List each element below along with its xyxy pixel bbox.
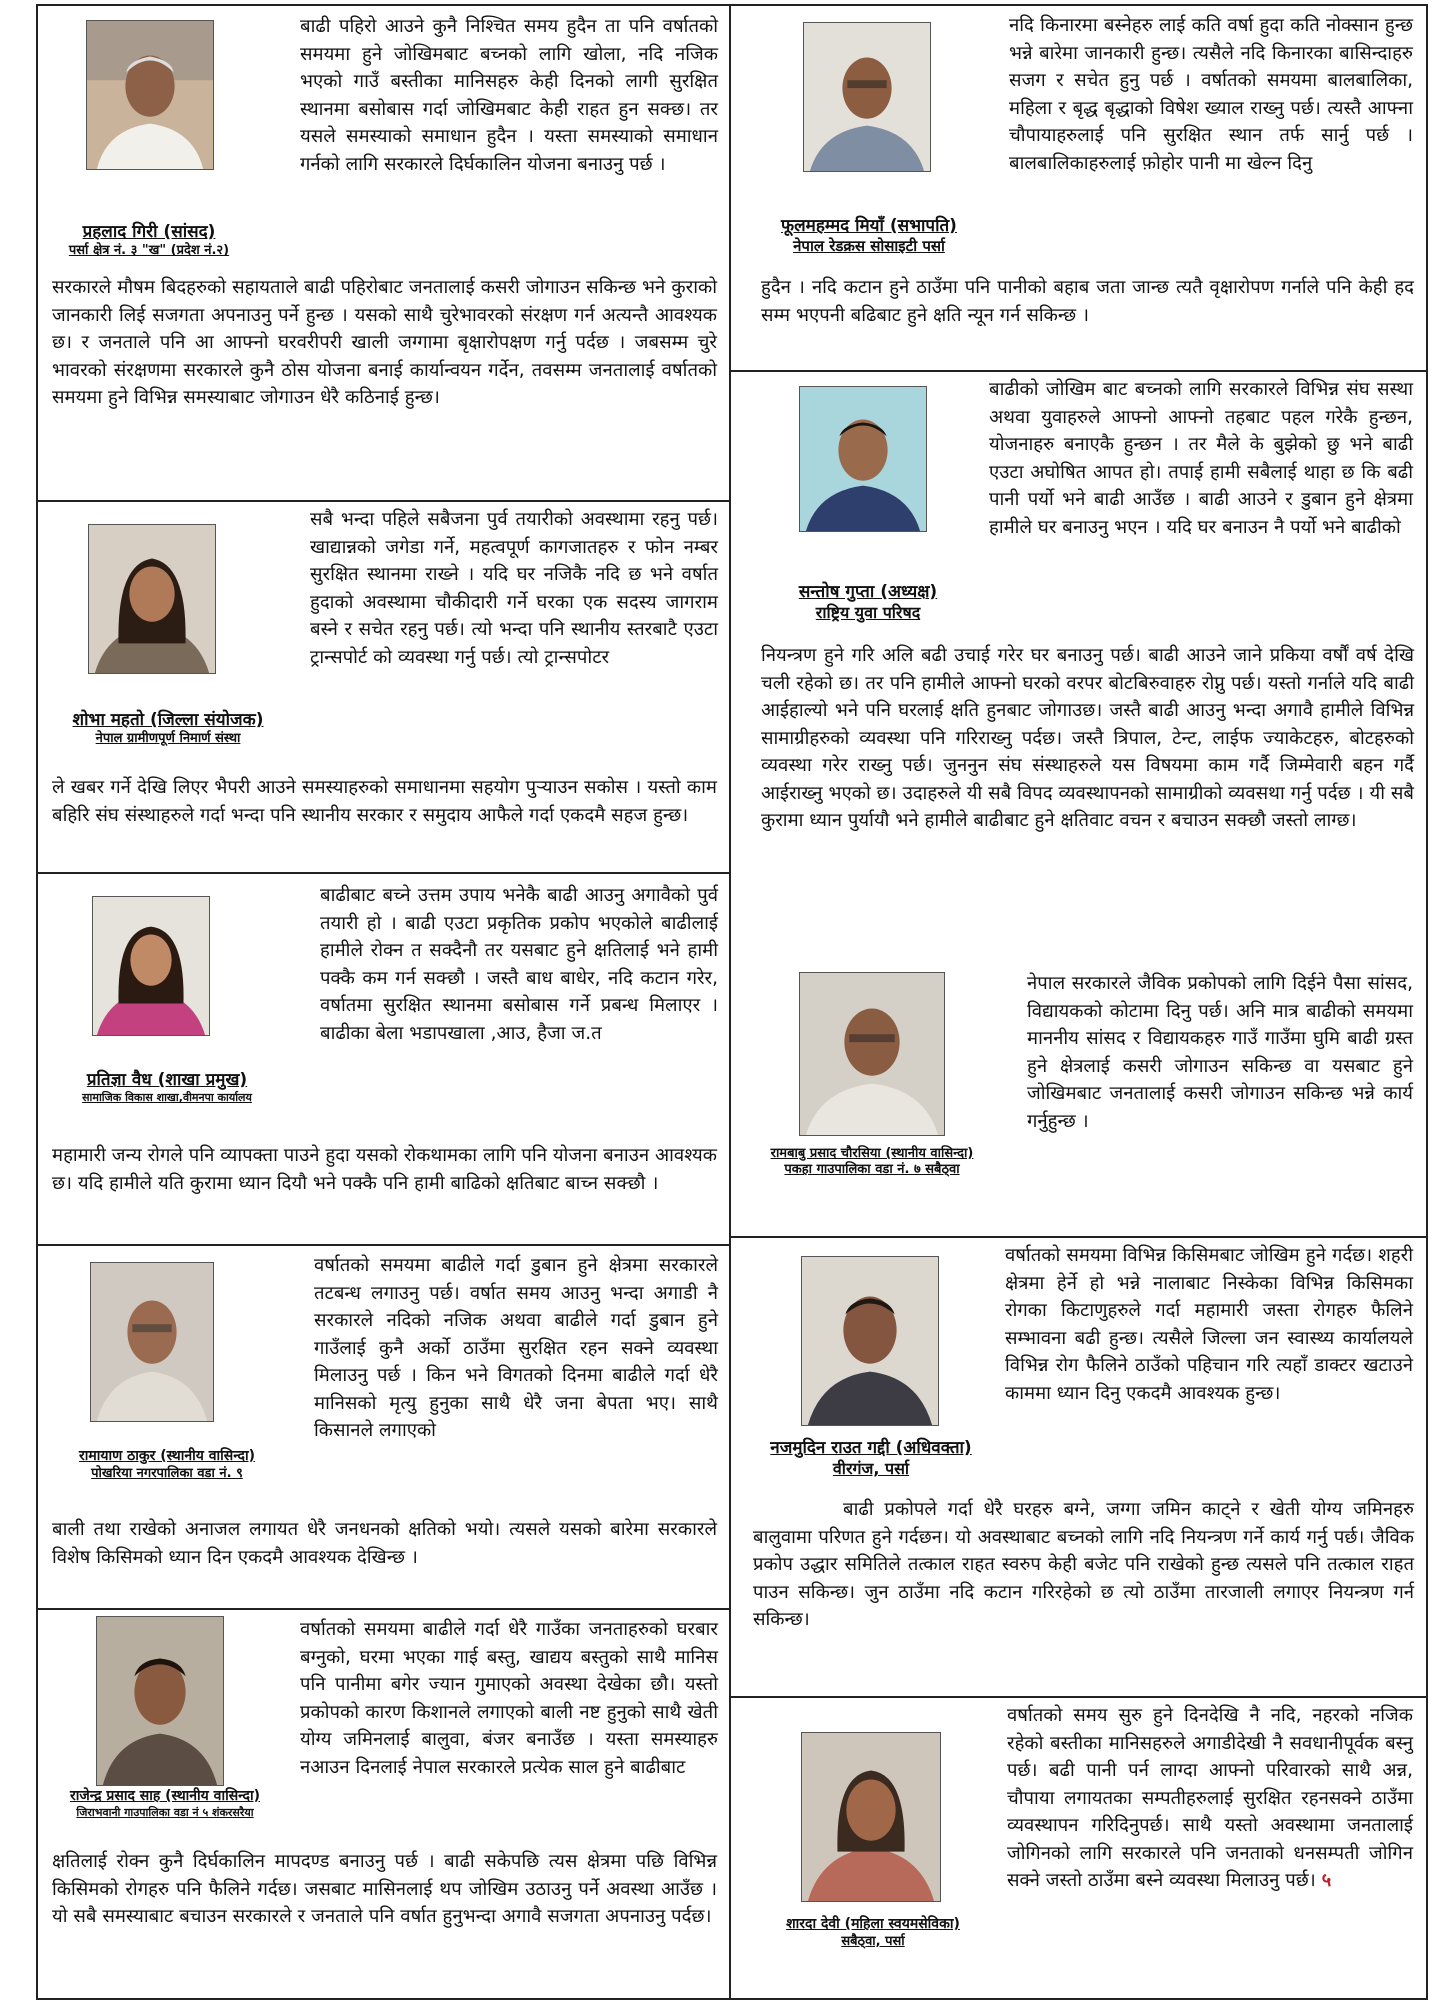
photo-sharada-devi: [801, 1732, 941, 1902]
person-name: सन्तोष गुप्ता (अध्यक्ष): [798, 582, 938, 602]
opinion-text-full: महामारी जन्य रोगले पनि व्यापक्ता पाउने हुदा यसको रोकथामका लागि पनि योजना बनाउन आवश्यक छ। यदि हामीले यति कुरामा ध्यान दियौ भने पक्कै पनि हामी बाढिको क्षतिबाट बाच्न सक्छौ ।: [52, 1145, 717, 1194]
caption-ramayan-thakur: [38, 1448, 296, 1482]
person-role: नेपाल रेडक्रस सोसाइटी पर्सा: [793, 237, 945, 256]
opinion-block-najamuddin-gaddi: [731, 1236, 1426, 1696]
opinion-text-full: हुदैन । नदि कटान हुने ठाउँमा पनि पानीको बहाब जता जान्छ त्यतै वृक्षारोपण गर्नाले पनि केही हद सम्म भएपनी बढिबाट हुने क्षति न्यून गर्न सकिन्छ ।: [761, 277, 1414, 326]
opinion-block-prahlad-giri: [38, 6, 729, 500]
person-name: नजमुदिन राउत गद्दी (अधिवक्ता): [770, 1438, 972, 1458]
opinion-block-sharada-devi: [731, 1696, 1426, 2000]
photo-phulmohammad-miya: [803, 22, 931, 172]
person-role: जिराभवानी गाउपालिका वडा नं ५ शंकरसरैया: [76, 1805, 254, 1819]
caption-santosh-gupta: [749, 582, 987, 623]
opinion-block-shobha-mahato: [38, 500, 729, 872]
news-page: [36, 4, 1428, 2000]
opinion-block-phulmohammad-miya: [731, 6, 1426, 370]
caption-sharada-devi: [741, 1916, 1005, 1950]
person-name: शारदा देवी (महिला स्वयमसेविका): [786, 1916, 960, 1932]
caption-prahlad-giri: [42, 222, 256, 260]
photo-pratigya-baidya: [92, 896, 210, 1036]
person-role: सामाजिक विकास शाखा,वीमनपा कार्यालय: [82, 1091, 252, 1105]
opinion-block-rajendra-prasad-sah: [38, 1608, 729, 2000]
caption-shobha-mahato: [38, 710, 298, 748]
person-name: राजेन्द्र प्रसाद साह (स्थानीय वासिन्दा): [70, 1788, 260, 1804]
opinion-text-side: बाढीको जोखिम बाट बच्नको लागि सरकारले विभिन्न संघ सस्था अथवा युवाहरुले आफ्नो आफ्नो तहबाट पहल गरेकै हुन्छन, योजनाहरु बनाएकै हुन्छन । तर मैले के बुझेको छु भने बाढी एउटा अघोषित आपत हो। तपाई हामी सबैलाई थाहा छ कि बढी पानी पर्यो भने बाढी आउँछ । बाढी आउने र डुबान हुने क्षेत्रमा हामीले घर बनाउनु भएन । यदि घर बनाउन नै पर्यो भने बाढीको: [989, 379, 1413, 538]
opinion-block-santosh-gupta: [731, 370, 1426, 968]
person-role: नेपाल ग्रामीणपूर्ण निमार्ण संस्था: [95, 731, 241, 747]
opinion-text-side: नदि किनारमा बस्नेहरु लाई कति वर्षा हुदा कति नोक्सान हुन्छ भन्ने बारेमा जानकारी हुन्छ। त्यसैले नदि किनारका बासिन्दाहरु सजग र सचेत हुनु पर्छ । वर्षातको समयमा बालबालिका, महिला र बृद्ध बृद्धाको विषेश ख्याल राख्नु पर्छ। त्यस्तै आफ्ना चौपायाहरुलाई पनि सुरक्षित स्थान तर्फ सार्नु पर्छ । बालबालिकाहरुलाई फ़ोहोर पानी मा खेल्न दिनु: [1009, 15, 1413, 174]
opinion-text-side: बाढीबाट बच्ने उत्तम उपाय भनेकै बाढी आउनु अगावैको पुर्व तयारी हो । बाढी एउटा प्रकृतिक प्रकोप भएकोले बाढीलाई हामीले रोक्न त सक्दैनौ तर यसबाट हुने क्षतिलाई भने हामी पक्कै कम गर्न सक्छौ । जस्तै बाध बाधेर, नदि कटान गरेर, वर्षातमा सुरक्षित स्थानमा बसोबास गर्ने प्रबन्ध मिलाएर । बाढीका बेला भडापखाला ,आउ, हैजा ज.त: [320, 885, 718, 1044]
opinion-text-side: बाढी पहिरो आउने कुनै निश्चित समय हुदैन ता पनि वर्षातको समयमा हुने जोखिमबाट बच्नको लागि खोला, नदि नजिक भएको गाउँ बस्तीका मानिसहरु केही दिनको लागी सुरक्षित स्थानमा बसोबास गर्दा जोखिमबाट केही राहत हुन सक्छ। तर यसले समस्याको समाधान हुदैन । यस्ता समस्याको समाधान गर्नको लागि सरकारले दिर्घकालिन योजना बनाउनु पर्छ ।: [300, 16, 718, 175]
opinion-text-side: [1007, 1702, 1413, 1895]
caption-phulmohammad-miya: [747, 216, 991, 256]
person-name: रामबाबु प्रसाद चौरसिया (स्थानीय वासिन्दा): [770, 1146, 974, 1161]
opinion-text-side: वर्षातको समयमा बाढीले गर्दा धेरै गाउँका जनताहरुको घरबार बग्नुको, घरमा भएका गाई बस्तु, खाद्यय बस्तुको साथै मानिस पनि पानीमा बगेर ज्यान गुमाएको अवस्था देखेका छौ। यस्तो प्रकोपको कारण किशानले लगाएको बाली नष्ट हुनुको साथै खेती योग्य जमिनलाई बालुवा, बंजर बनाउँछ । यस्ता समस्याहरु नआउन दिनलाई नेपाल सरकारले प्रत्येक साल हुने बाढीबाट: [300, 1619, 718, 1778]
opinion-text-full: ले खबर गर्ने देखि लिएर भैपरी आउने समस्याहरुको समाधानमा सहयोग पुऱ्याउन सकोस । यस्तो काम बहिरि संघ संस्थाहरुले गर्दा भन्दा पनि स्थानीय सरकार र समुदाय आफैले गर्दा एकदमै सहज हुन्छ।: [52, 777, 717, 826]
caption-pratigya-baidya: [38, 1070, 296, 1105]
person-role: सबैठ्वा, पर्सा: [841, 1933, 905, 1949]
person-name: प्रतिज्ञा वैध (शाखा प्रमुख): [86, 1070, 248, 1090]
opinion-text-full: सरकारले मौषम बिदहरुको सहायताले बाढी पहिरोबाट जनतालाई कसरी जोगाउन सकिन्छ भने कुराको जानकारी लिई सजगता अपनाउनु पर्ने हुन्छ । यसको साथै चुरेभावरको संरक्षण गर्न अत्यन्तै आवश्यक छ। र जनताले पनि आ आफ्नो घरवरीपरी खाली जग्गामा बृक्षारोपक्षण गर्नु पर्दछ । जबसम्म चुरे भावरको संरक्षणमा सरकारले कुनै ठोस योजना बनाई कार्यान्वयन गर्देन, तवसम्म जनतालाई वर्षातको समयमा हुने विभिन्न समस्याबाट जोगाउन धेरै कठिनाई हुन्छ।: [52, 277, 717, 408]
opinion-block-pratigya-baidya: [38, 872, 729, 1244]
photo-santosh-gupta: [799, 386, 927, 532]
caption-rajendra-prasad-sah: [38, 1788, 292, 1819]
caption-najamuddin-gaddi: [731, 1438, 1011, 1479]
photo-shobha-mahato: [88, 524, 216, 674]
person-role: पोखरिया नगरपालिका वडा नं. ९: [91, 1465, 243, 1481]
caption-rambabu-chaurasiya: [737, 1146, 1007, 1179]
person-name: फूलमहम्मद मियाँ (सभापति): [781, 216, 957, 236]
opinion-text-side: वर्षातको समयमा बाढीले गर्दा डुबान हुने क्षेत्रमा सरकारले तटबन्ध लगाउनु पर्छ। वर्षात समय आउनु भन्दा अगाडी नै सरकारले नदिको नजिक अथवा बाढीले गर्दा डुबान हुने गाउँलाई कुनै अर्को ठाउँमा सुरक्षित रहन सक्ने व्यवस्था मिलाउनु पर्छ । किन भने विगतको दिनमा बाढीले गर्दा धेरै मानिसको मृत्यु हुनुका साथै धेरै जना बेपता भए। साथै किसानले लगाएको: [314, 1255, 718, 1441]
page-number: ५: [1321, 1870, 1332, 1891]
opinion-block-rambabu-chaurasiya: [731, 968, 1426, 1236]
opinion-text-full: नियन्त्रण हुने गरि अलि बढी उचाई गरेर घर बनाउनु पर्छ। बाढी आउने जाने प्रकिया वर्षौं वर्ष देखि चली रहेको छ। तर पनि हामीले आफ्नो घरको वरपर बोटबिरुवाहरु रोप्नु पर्छ। यस्तो गर्नाले यदि बाढी आईहाल्यो भने पनि घरलाई क्षति हुनबाट जोगाउछ। जस्तै बाढी आउनु भन्दा अगावै हामीले विभिन्न सामाग्रीहरुको व्यवस्था पनि गरिराख्नु पर्दछ। जस्तै त्रिपाल, टेन्ट, लाईफ ज्याकेटहरु, बोटहरुको व्यवस्था गरेर राख्नु पर्छ। जुननुन संघ संस्थाहरुले यस विषयमा काम गर्दै जिम्मेवारी बहन गर्दै आईराख्नु भएको छ। उदाहरुले यी सबै विपद व्यवस्थापनको सामाग्रीको व्यवसथा गर्नु पर्दछ । यी सबै कुरामा ध्यान पुर्यायौ भने हामीले बाढीबाट हुने क्षतिवाट वचन र बचाउन सक्छौ जस्तो लाग्छ।: [761, 645, 1414, 831]
person-role: राष्ट्रिय युवा परिषद: [815, 603, 921, 623]
photo-rambabu-chaurasiya: [799, 972, 945, 1136]
person-name: शोभा महतो (जिल्ला संयोजक): [72, 710, 264, 730]
photo-ramayan-thakur: [90, 1262, 214, 1422]
opinion-text-side: सबै भन्दा पहिले सबैजना पुर्व तयारीको अवस्थामा रहनु पर्छ। खाद्यान्नको जगेडा गर्ने, महत्वपूर्ण कागजातहरु र फोन नम्बर सुरक्षित स्थानमा राख्ने । यदि घर नजिकै नदि छ भने वर्षात हुदाको अवस्थामा चौकीदारी गर्ने घरका एक सदस्य जागराम बस्ने र सचेत रहनु पर्छ। त्यो भन्दा पनि स्थानीय स्तरबाटै एउटा ट्रान्सपोर्ट को व्यवस्था गर्नु पर्छ। त्यो ट्रान्सपोटर: [310, 509, 718, 668]
person-role: पर्सा क्षेत्र नं. ३ "ख" (प्रदेश नं.२): [68, 243, 230, 259]
opinion-text: वर्षातको समय सुरु हुने दिनदेखि नै नदि, नहरको नजिक रहेको बस्तीका मानिसहरुले अगाडीदेखी नै सवधानीपूर्वक बस्नु पर्छ। बढी पानी पर्न लाग्दा आफ्नो परिवारको साथै अन्न, चौपाया लगायतका सम्पतीहरुलाई सुरक्षित रहनसक्ने ठाउँमा व्यवस्थापन गरिदिनुपर्छ। साथै यस्तो अवस्थामा जनतालाई जोगिनको लागि सरकारले पनि जनताको धनसम्पती जोगिन सक्ने जस्तो ठाउँमा बस्ने व्यवस्था मिलाउनु पर्छ।: [1007, 1705, 1413, 1891]
photo-najamuddin-gaddi: [801, 1256, 939, 1426]
photo-prahlad-giri: [86, 20, 214, 170]
person-role: वीरगंज, पर्सा: [832, 1459, 910, 1479]
person-name: रामायाण ठाकुर (स्थानीय वासिन्दा): [78, 1448, 255, 1464]
person-role: पकहा गाउपालिका वडा नं. ७ सबैठ्वा: [784, 1162, 960, 1178]
photo-rajendra-prasad-sah: [96, 1616, 224, 1786]
opinion-text-full: बाढी प्रकोपले गर्दा धेरै घरहरु बग्ने, जग्गा जमिन काट्ने र खेती योग्य जमिनहरु बालुवामा परिणत हुने गर्दछन। यो अवस्थाबाट बच्नको लागि नदि नियन्त्रण गर्ने कार्य गर्नु पर्छ। जैविक प्रकोप उद्धार समितिले तत्काल राहत स्वरुप केही बजेट पनि राखेको हुन्छ त्यसले पनि तत्काल राहत पाउन सकिन्छ। जुन ठाउँमा नदि कटान गरिरहेको छ त्यो ठाउँमा तारजाली लगाएर नियन्त्रण गर्न सकिन्छ।: [753, 1499, 1414, 1630]
opinion-text-full: बाली तथा राखेको अनाजल लगायत धेरै जनधनको क्षतिको भयो। त्यसले यसको बारेमा सरकारले विशेष किसिमको ध्यान दिन एकदमै आवश्यक देखिन्छ ।: [52, 1519, 717, 1568]
person-name: प्रहलाद गिरी (सांसद): [82, 222, 216, 242]
opinion-block-ramayan-thakur: [38, 1244, 729, 1608]
opinion-text-side: नेपाल सरकारले जैविक प्रकोपको लागि दिईने पैसा सांसद, विद्यायकको कोटामा दिनु पर्छ। अनि मात्र बाढीको समयमा माननीय सांसद र विद्यायकहरु गाउँ गाउँमा घुमि बाढी ग्रस्त हुने क्षेत्रलाई कसरी जोगाउन सकिन्छ वा यसबाट हुने जोखिमबाट जनतालाई कसरी जोगाउन सकिन्छ भन्ने कार्य गर्नुहुन्छ ।: [1027, 973, 1413, 1132]
opinion-text-side: वर्षातको समयमा विभिन्न किसिमबाट जोखिम हुने गर्दछ। शहरी क्षेत्रमा हेर्ने हो भन्ने नालाबाट निस्केका विभिन्न किसिमका रोगका किटाणुहरुले गर्दा महामारी जस्ता रोगहरु फैलिने सम्भावना बढी हुन्छ। त्यसैले जिल्ला जन स्वास्थ्य कार्यालयले विभिन्न रोग फैलिने ठाउँको पहिचान गरि त्यहाँ डाक्टर खटाउने काममा ध्यान दिनु एकदमै आवश्यक हुन्छ।: [1005, 1245, 1413, 1404]
opinion-text-full: क्षतिलाई रोक्न कुनै दिर्घकालिन मापदण्ड बनाउनु पर्छ । बाढी सकेपछि त्यस क्षेत्रमा पछि विभिन्न किसिमको रोगहरु पनि फैलिने गर्दछ। जसबाट मासिनलाई थप जोखिम उठाउनु पर्ने अवस्था आउँछ । यो सबै समस्याबाट बचाउन सरकारले र जनताले पनि वर्षात हुनुभन्दा अगावै सजगता अपनाउनु पर्दछ।: [52, 1851, 717, 1927]
